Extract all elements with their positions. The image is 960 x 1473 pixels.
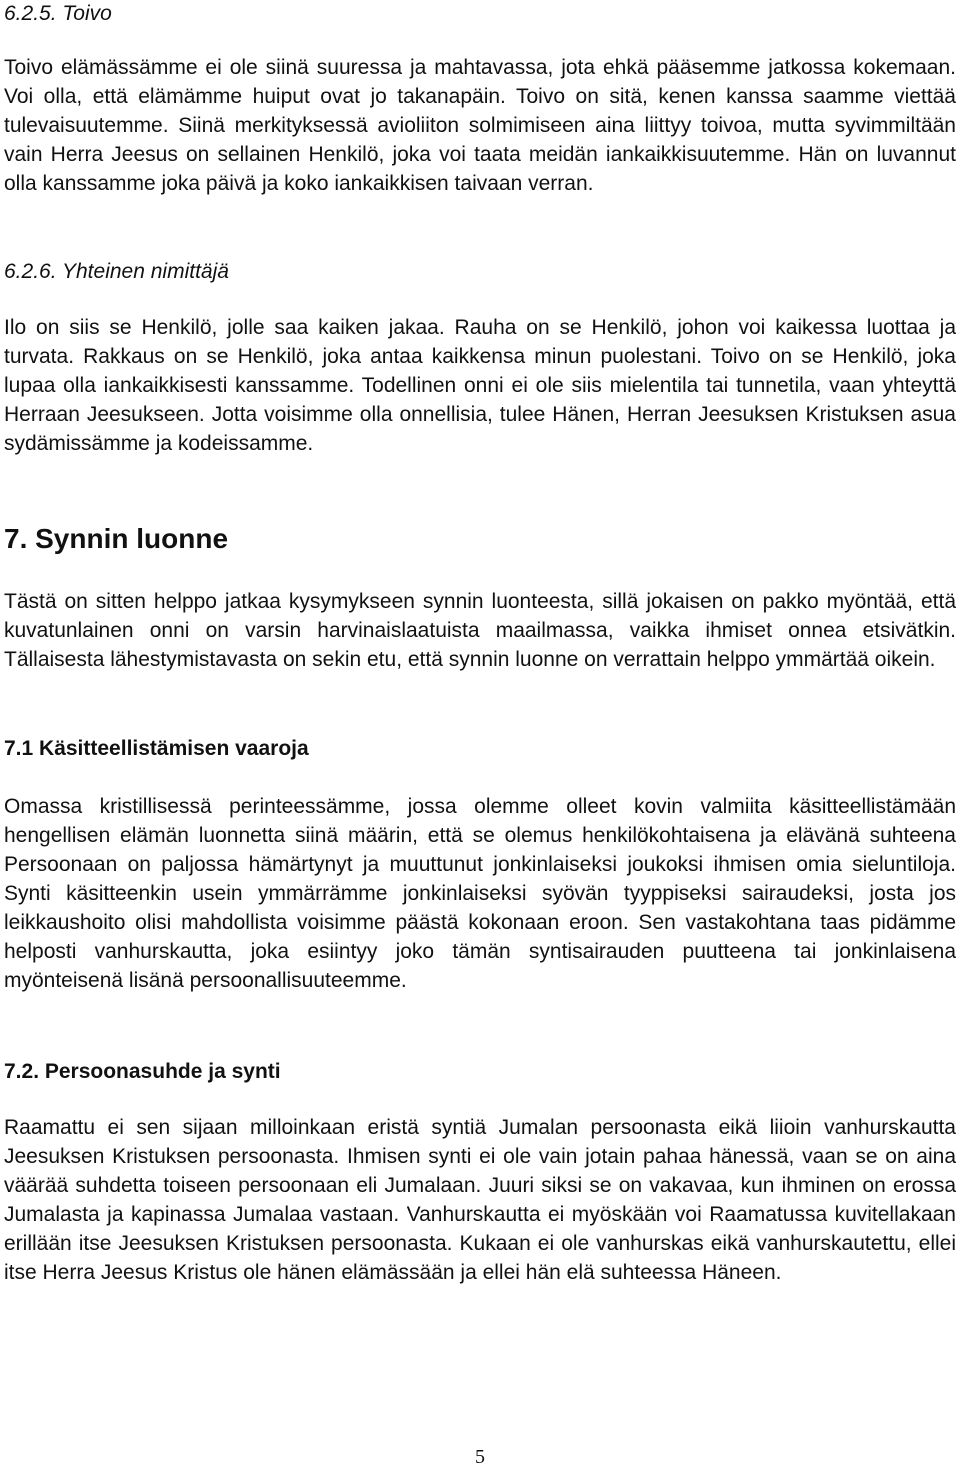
- paragraph-toivo: Toivo elämässämme ei ole siinä suuressa ja mahtavassa, jota ehkä pääsemme jatkossa kokemaan. Voi olla, että elämämme huiput ovat jo takanapäin. Toivo on sitä, kenen kanssa saamme viettää tulevaisuutemme. Siinä merkityksessä avioliiton solmimiseen aina liittyy toivoa, mutta syvimmiltään vain Herra Jeesus on sellainen Henkilö, joka voi taata meidän iankaikkisuutemme. Hän on luvannut olla kanssamme joka päivä ja koko iankaikkisen taivaan verran.: [4, 56, 956, 195]
- page-number: 5: [475, 1446, 485, 1468]
- heading-6-2-6: 6.2.6. Yhteinen nimittäjä: [4, 260, 229, 283]
- paragraph-synnin-luonne: Tästä on sitten helppo jatkaa kysymykseen synnin luonteesta, sillä jokaisen on pakko myöntää, että kuvatunlainen onni on varsin harvinaislaatuista maailmassa, vaikka ihmiset onnea etsivätkin. Tällaisesta lähestymistavasta on sekin etu, että synnin luonne on verrattain helppo ymmärtää oikein.: [4, 590, 956, 671]
- paragraph-persoonasuhde-ja-synti: Raamattu ei sen sijaan milloinkaan eristä syntiä Jumalan persoonasta eikä liioin vanhurskautta Jeesuksen Kristuksen persoonasta. Ihmisen synti ei ole vain jotain pahaa hänessä, vaan se on aina väärää suhdetta toiseen persoonaan eli Jumalaan. Juuri siksi se on vakavaa, kun ihminen on erossa Jumalasta ja kapinassa Jumalaa vastaan. Vanhurskautta ei myöskään voi Raamatussa kuvitellakaan erillään itse Jeesuksen Kristuksen persoonasta. Kukaan ei ole vanhurskas eikä vanhurskautettu, ellei itse Herra Jeesus Kristus ole hänen elämässään ja ellei hän elä suhteessa Häneen.: [4, 1116, 956, 1284]
- heading-7: 7. Synnin luonne: [4, 523, 229, 554]
- heading-7-2: 7.2. Persoonasuhde ja synti: [4, 1060, 281, 1083]
- heading-7-1: 7.1 Käsitteellistämisen vaaroja: [4, 737, 309, 760]
- paragraph-kasitteellistamisen-vaaroja: Omassa kristillisessä perinteessämme, jossa olemme olleet kovin valmiita käsitteellistämään hengellisen elämän luonnetta siinä määrin, että se olemus henkilökohtaisena ja elävänä suhteena Persoonaan on paljossa hämärtynyt ja muuttunut jonkinlaiseksi joukoksi ihmisen omia sieluntiloja. Synti käsitteenkin usein ymmärrämme jonkinlaiseksi syövän tyyppiseksi sairaudeksi, josta jos leikkaushoito olisi mahdollista voisimme päästä kokonaan eroon. Sen vastakohtana taas pidämme helposti vanhurskautta, joka esiintyy joko tämän syntisairauden puutteena tai jonkinlaisena myönteisenä lisänä persoonallisuuteemme.: [4, 795, 956, 992]
- heading-6-2-5: 6.2.5. Toivo: [4, 2, 112, 25]
- paragraph-yhteinen-nimittaja: Ilo on siis se Henkilö, jolle saa kaiken jakaa. Rauha on se Henkilö, johon voi kaikessa luottaa ja turvata. Rakkaus on se Henkilö, joka antaa kaikkensa minun puolestani. Toivo on se Henkilö, joka lupaa olla iankaikkisesti kanssamme. Todellinen onni ei ole siis mielentila tai tunnetila, vaan yhteyttä Herraan Jeesukseen. Jotta voisimme olla onnellisia, tulee Hänen, Herran Jeesuksen Kristuksen asua sydämissämme ja kodeissamme.: [4, 316, 956, 455]
